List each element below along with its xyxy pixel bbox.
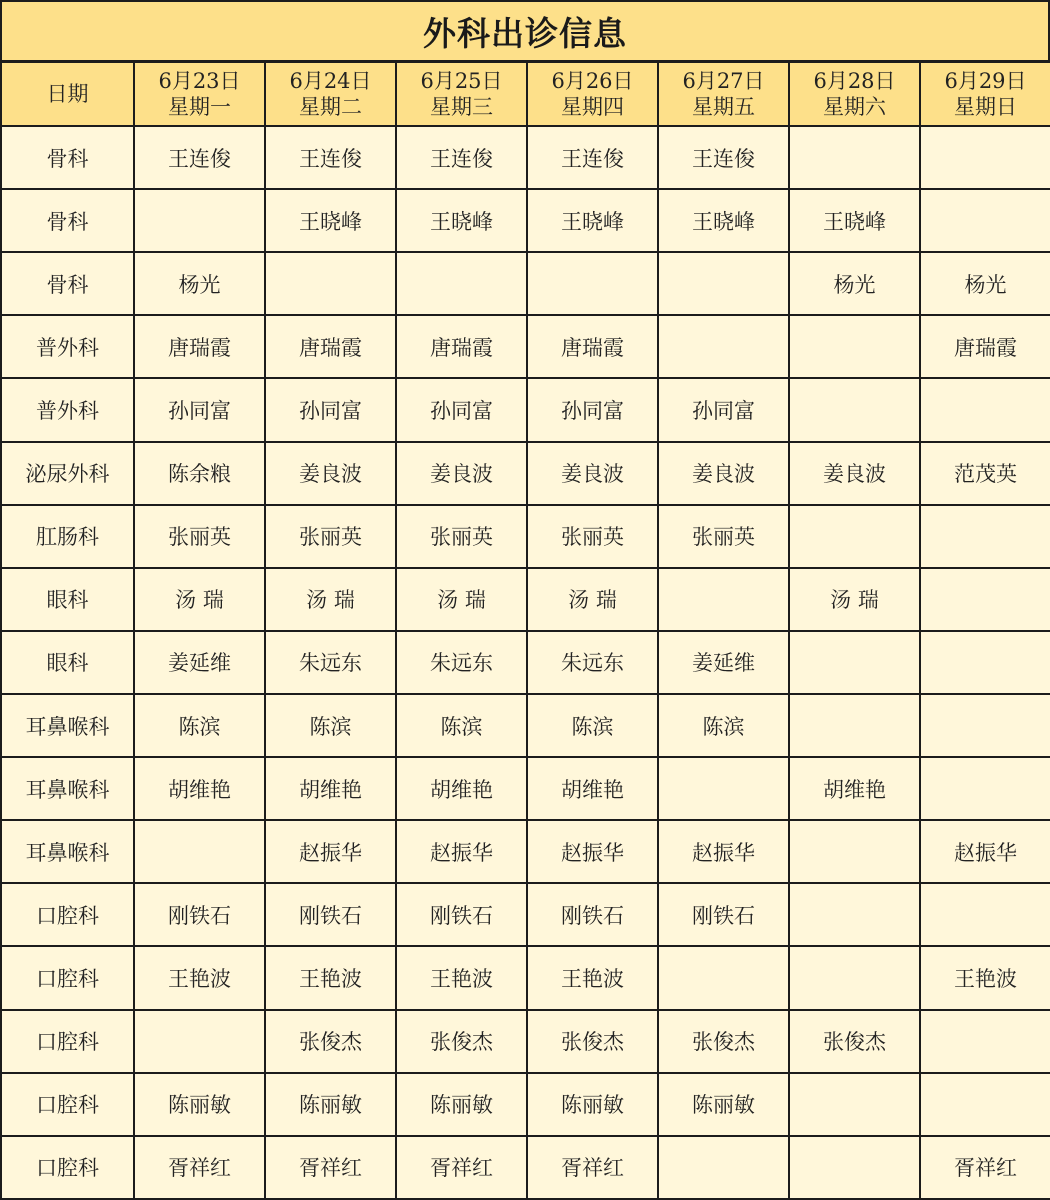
day-date: 6月27日 bbox=[682, 69, 765, 93]
department-cell: 耳鼻喉科 bbox=[1, 820, 134, 883]
table-row bbox=[1, 883, 1050, 946]
doctor-cell bbox=[658, 315, 789, 378]
doctor-cell: 王晓峰 bbox=[658, 189, 789, 252]
doctor-cell: 张俊杰 bbox=[789, 1010, 920, 1073]
doctor-cell: 刚铁石 bbox=[396, 883, 527, 946]
doctor-cell bbox=[789, 315, 920, 378]
department-cell: 普外科 bbox=[1, 315, 134, 378]
doctor-cell bbox=[527, 252, 658, 315]
doctor-cell: 王艳波 bbox=[527, 946, 658, 1009]
day-weekday: 星期四 bbox=[561, 95, 624, 119]
doctor-cell: 王艳波 bbox=[920, 946, 1050, 1009]
doctor-cell: 刚铁石 bbox=[134, 883, 265, 946]
day-date: 6月28日 bbox=[813, 69, 896, 93]
doctor-cell: 胡维艳 bbox=[789, 757, 920, 820]
department-cell: 口腔科 bbox=[1, 883, 134, 946]
doctor-cell: 孙同富 bbox=[527, 378, 658, 441]
table-row bbox=[1, 631, 1050, 694]
doctor-cell bbox=[658, 1136, 789, 1199]
day-weekday: 星期六 bbox=[823, 95, 886, 119]
day-header bbox=[920, 62, 1050, 126]
doctor-cell: 姜良波 bbox=[265, 442, 396, 505]
doctor-cell: 胡维艳 bbox=[265, 757, 396, 820]
doctor-cell: 张丽英 bbox=[134, 505, 265, 568]
doctor-cell bbox=[265, 252, 396, 315]
doctor-cell: 孙同富 bbox=[658, 378, 789, 441]
schedule-body bbox=[1, 126, 1050, 1199]
doctor-cell bbox=[789, 126, 920, 189]
department-cell: 口腔科 bbox=[1, 1010, 134, 1073]
doctor-cell: 王晓峰 bbox=[265, 189, 396, 252]
doctor-cell: 陈滨 bbox=[396, 694, 527, 757]
doctor-cell bbox=[789, 1136, 920, 1199]
table-row bbox=[1, 946, 1050, 1009]
doctor-cell: 汤 瑞 bbox=[789, 568, 920, 631]
doctor-cell: 刚铁石 bbox=[527, 883, 658, 946]
doctor-cell: 孙同富 bbox=[134, 378, 265, 441]
day-header bbox=[789, 62, 920, 126]
header-row bbox=[1, 62, 1050, 126]
doctor-cell bbox=[658, 252, 789, 315]
doctor-cell: 赵振华 bbox=[265, 820, 396, 883]
doctor-cell: 张丽英 bbox=[265, 505, 396, 568]
day-weekday: 星期二 bbox=[299, 95, 362, 119]
table-row bbox=[1, 126, 1050, 189]
table-row bbox=[1, 1136, 1050, 1199]
department-cell: 骨科 bbox=[1, 126, 134, 189]
doctor-cell: 朱远东 bbox=[265, 631, 396, 694]
doctor-cell bbox=[920, 883, 1050, 946]
department-cell: 耳鼻喉科 bbox=[1, 757, 134, 820]
doctor-cell: 陈丽敏 bbox=[134, 1073, 265, 1136]
doctor-cell: 胥祥红 bbox=[527, 1136, 658, 1199]
doctor-cell bbox=[658, 568, 789, 631]
doctor-cell: 胡维艳 bbox=[396, 757, 527, 820]
doctor-cell: 陈丽敏 bbox=[265, 1073, 396, 1136]
doctor-cell: 王连俊 bbox=[396, 126, 527, 189]
department-cell: 口腔科 bbox=[1, 1073, 134, 1136]
day-date: 6月26日 bbox=[551, 69, 634, 93]
doctor-cell: 姜延维 bbox=[134, 631, 265, 694]
doctor-cell: 刚铁石 bbox=[265, 883, 396, 946]
doctor-cell: 孙同富 bbox=[265, 378, 396, 441]
doctor-cell: 张俊杰 bbox=[396, 1010, 527, 1073]
doctor-cell bbox=[789, 378, 920, 441]
doctor-cell: 姜良波 bbox=[658, 442, 789, 505]
day-date: 6月25日 bbox=[420, 69, 503, 93]
doctor-cell bbox=[789, 505, 920, 568]
doctor-cell bbox=[920, 1073, 1050, 1136]
doctor-cell: 陈余粮 bbox=[134, 442, 265, 505]
table-row bbox=[1, 1073, 1050, 1136]
day-weekday: 星期日 bbox=[954, 95, 1017, 119]
doctor-cell bbox=[658, 757, 789, 820]
doctor-cell bbox=[920, 505, 1050, 568]
doctor-cell: 张丽英 bbox=[527, 505, 658, 568]
doctor-cell: 王连俊 bbox=[134, 126, 265, 189]
doctor-cell bbox=[920, 694, 1050, 757]
doctor-cell: 王晓峰 bbox=[527, 189, 658, 252]
doctor-cell: 陈丽敏 bbox=[658, 1073, 789, 1136]
doctor-cell: 赵振华 bbox=[396, 820, 527, 883]
doctor-cell: 陈滨 bbox=[134, 694, 265, 757]
day-header bbox=[396, 62, 527, 126]
doctor-cell bbox=[396, 252, 527, 315]
doctor-cell: 刚铁石 bbox=[658, 883, 789, 946]
doctor-cell bbox=[789, 631, 920, 694]
department-cell: 口腔科 bbox=[1, 946, 134, 1009]
day-weekday: 星期三 bbox=[430, 95, 493, 119]
department-cell: 肛肠科 bbox=[1, 505, 134, 568]
doctor-cell: 张俊杰 bbox=[265, 1010, 396, 1073]
table-row bbox=[1, 189, 1050, 252]
doctor-cell: 王晓峰 bbox=[789, 189, 920, 252]
date-column-header: 日期 bbox=[1, 62, 134, 126]
table-row bbox=[1, 378, 1050, 441]
department-cell: 眼科 bbox=[1, 631, 134, 694]
table-row bbox=[1, 252, 1050, 315]
day-weekday: 星期一 bbox=[168, 95, 231, 119]
doctor-cell: 姜良波 bbox=[527, 442, 658, 505]
day-date: 6月23日 bbox=[158, 69, 241, 93]
doctor-cell: 陈滨 bbox=[527, 694, 658, 757]
doctor-cell: 汤 瑞 bbox=[265, 568, 396, 631]
doctor-cell bbox=[920, 1010, 1050, 1073]
doctor-cell: 王艳波 bbox=[134, 946, 265, 1009]
table-row bbox=[1, 1010, 1050, 1073]
day-date: 6月24日 bbox=[289, 69, 372, 93]
table-row bbox=[1, 442, 1050, 505]
doctor-cell bbox=[920, 568, 1050, 631]
doctor-cell: 陈丽敏 bbox=[527, 1073, 658, 1136]
doctor-cell: 王晓峰 bbox=[396, 189, 527, 252]
doctor-cell: 胡维艳 bbox=[527, 757, 658, 820]
doctor-cell bbox=[789, 946, 920, 1009]
doctor-cell: 张俊杰 bbox=[527, 1010, 658, 1073]
department-cell: 口腔科 bbox=[1, 1136, 134, 1199]
clinic-schedule-table bbox=[0, 61, 1050, 1200]
department-cell: 泌尿外科 bbox=[1, 442, 134, 505]
doctor-cell: 王连俊 bbox=[527, 126, 658, 189]
doctor-cell: 陈丽敏 bbox=[396, 1073, 527, 1136]
doctor-cell: 朱远东 bbox=[396, 631, 527, 694]
doctor-cell: 朱远东 bbox=[527, 631, 658, 694]
doctor-cell: 范茂英 bbox=[920, 442, 1050, 505]
doctor-cell bbox=[789, 820, 920, 883]
day-header bbox=[265, 62, 396, 126]
department-cell: 骨科 bbox=[1, 189, 134, 252]
day-header bbox=[527, 62, 658, 126]
doctor-cell bbox=[658, 946, 789, 1009]
doctor-cell: 赵振华 bbox=[920, 820, 1050, 883]
doctor-cell: 唐瑞霞 bbox=[527, 315, 658, 378]
doctor-cell: 胥祥红 bbox=[265, 1136, 396, 1199]
doctor-cell: 张俊杰 bbox=[658, 1010, 789, 1073]
table-row bbox=[1, 820, 1050, 883]
day-header bbox=[134, 62, 265, 126]
department-cell: 眼科 bbox=[1, 568, 134, 631]
doctor-cell: 汤 瑞 bbox=[396, 568, 527, 631]
department-cell: 耳鼻喉科 bbox=[1, 694, 134, 757]
table-row bbox=[1, 757, 1050, 820]
doctor-cell: 胡维艳 bbox=[134, 757, 265, 820]
doctor-cell bbox=[920, 631, 1050, 694]
doctor-cell: 张丽英 bbox=[396, 505, 527, 568]
doctor-cell bbox=[134, 189, 265, 252]
doctor-cell: 唐瑞霞 bbox=[396, 315, 527, 378]
doctor-cell: 王连俊 bbox=[658, 126, 789, 189]
doctor-cell: 陈滨 bbox=[265, 694, 396, 757]
doctor-cell bbox=[789, 1073, 920, 1136]
day-date: 6月29日 bbox=[944, 69, 1027, 93]
doctor-cell: 胥祥红 bbox=[920, 1136, 1050, 1199]
doctor-cell: 姜良波 bbox=[789, 442, 920, 505]
department-cell: 骨科 bbox=[1, 252, 134, 315]
doctor-cell bbox=[920, 189, 1050, 252]
doctor-cell: 陈滨 bbox=[658, 694, 789, 757]
doctor-cell: 姜良波 bbox=[396, 442, 527, 505]
doctor-cell: 张丽英 bbox=[658, 505, 789, 568]
doctor-cell: 王艳波 bbox=[265, 946, 396, 1009]
doctor-cell: 姜延维 bbox=[658, 631, 789, 694]
doctor-cell bbox=[920, 126, 1050, 189]
doctor-cell: 杨光 bbox=[134, 252, 265, 315]
doctor-cell bbox=[134, 820, 265, 883]
table-row bbox=[1, 568, 1050, 631]
doctor-cell bbox=[920, 757, 1050, 820]
doctor-cell: 胥祥红 bbox=[134, 1136, 265, 1199]
doctor-cell: 汤 瑞 bbox=[527, 568, 658, 631]
doctor-cell: 王连俊 bbox=[265, 126, 396, 189]
doctor-cell: 唐瑞霞 bbox=[134, 315, 265, 378]
doctor-cell: 王艳波 bbox=[396, 946, 527, 1009]
department-cell: 普外科 bbox=[1, 378, 134, 441]
doctor-cell bbox=[920, 378, 1050, 441]
doctor-cell: 杨光 bbox=[789, 252, 920, 315]
doctor-cell: 杨光 bbox=[920, 252, 1050, 315]
day-header bbox=[658, 62, 789, 126]
doctor-cell bbox=[789, 883, 920, 946]
doctor-cell bbox=[789, 694, 920, 757]
page-title: 外科出诊信息 bbox=[423, 13, 627, 53]
doctor-cell: 赵振华 bbox=[658, 820, 789, 883]
doctor-cell bbox=[134, 1010, 265, 1073]
table-row bbox=[1, 315, 1050, 378]
doctor-cell: 唐瑞霞 bbox=[920, 315, 1050, 378]
title-bar bbox=[0, 0, 1050, 62]
doctor-cell: 赵振华 bbox=[527, 820, 658, 883]
doctor-cell: 唐瑞霞 bbox=[265, 315, 396, 378]
doctor-cell: 汤 瑞 bbox=[134, 568, 265, 631]
doctor-cell: 胥祥红 bbox=[396, 1136, 527, 1199]
table-row bbox=[1, 505, 1050, 568]
doctor-cell: 孙同富 bbox=[396, 378, 527, 441]
day-weekday: 星期五 bbox=[692, 95, 755, 119]
table-row bbox=[1, 694, 1050, 757]
